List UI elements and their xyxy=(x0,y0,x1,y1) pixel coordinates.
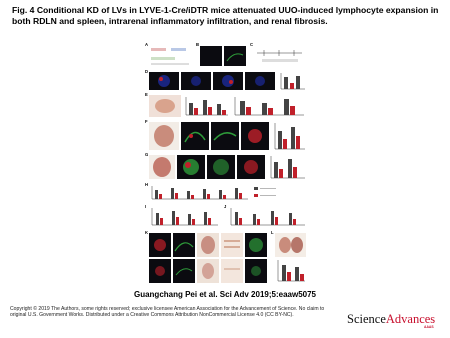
panel-k-image-10 xyxy=(245,259,267,283)
panel-label-a: A xyxy=(145,42,149,47)
panel-d-image-2 xyxy=(181,72,211,90)
panel-f-image-1 xyxy=(149,122,179,150)
panel-label-j: J xyxy=(224,204,227,209)
panel-h-bar-chart xyxy=(149,185,249,201)
panel-label-h: H xyxy=(145,182,149,187)
panel-g-image-1 xyxy=(149,155,175,179)
panel-k-image-6 xyxy=(149,259,171,283)
panel-f-image-3 xyxy=(211,122,239,150)
panel-label-l: L xyxy=(271,230,274,235)
panel-f-image-2 xyxy=(181,122,209,150)
panel-i-bar-chart xyxy=(149,207,219,227)
panel-b-image-2 xyxy=(224,46,246,66)
panel-k-image-3 xyxy=(197,233,219,257)
aaas-logo: AAAS xyxy=(424,325,434,329)
panel-label-e: E xyxy=(145,92,148,97)
panel-e-bar-chart xyxy=(183,95,229,117)
panel-k-image-8 xyxy=(197,259,219,283)
panel-g-image-2 xyxy=(177,155,205,179)
figure-multipanel xyxy=(144,42,308,286)
panel-l-image xyxy=(275,233,306,257)
panel-l-bar-chart xyxy=(275,259,306,283)
panel-g-bar-chart xyxy=(268,154,306,180)
panel-label-k: K xyxy=(145,230,149,235)
panel-label-b: B xyxy=(196,42,200,47)
panel-f-image-4 xyxy=(241,122,269,150)
panel-d-image-4 xyxy=(245,72,275,90)
panel-k-image-9 xyxy=(221,259,243,283)
panel-a-schematic xyxy=(149,45,193,67)
citation: Guangchang Pei et al. Sci Adv 2019;5:eaaw5075 xyxy=(133,290,316,299)
panel-g-image-4 xyxy=(237,155,265,179)
panel-g-image-3 xyxy=(207,155,235,179)
panel-k-image-7 xyxy=(173,259,195,283)
panel-label-i: I xyxy=(145,204,147,209)
logo-advances-text: Advances xyxy=(385,312,436,326)
panel-k-image-1 xyxy=(149,233,171,257)
copyright-notice: Copyright © 2019 The Authors, some rights reserved; exclusive licensee American Association for the Advancement of Science. No claim to original U.S. Government Works. Distributed under a Creative Commons Attribution NonCommercial License 4.0 (CC BY-NC). xyxy=(10,306,325,319)
science-advances-logo xyxy=(347,312,435,327)
panel-k-image-5 xyxy=(245,233,267,257)
panel-label-f: F xyxy=(145,119,148,124)
panel-k-image-2 xyxy=(173,233,195,257)
panel-k-image-4 xyxy=(221,233,243,257)
logo-science-text: Science xyxy=(347,312,386,326)
panel-d-image-1 xyxy=(149,72,179,90)
panel-c-timeline xyxy=(254,45,306,67)
panel-label-c: C xyxy=(250,42,254,47)
panel-d-bar-chart xyxy=(278,71,306,91)
panel-b-image-1 xyxy=(200,46,222,66)
panel-h-legend xyxy=(252,184,306,202)
panel-d-image-3 xyxy=(213,72,243,90)
panel-label-g: G xyxy=(145,152,149,157)
slide-title: Fig. 4 Conditional KD of LVs in LYVE-1-Cre/iDTR mice attenuated UUO-induced lymphocyte expansion in both RDLN and spleen, intrarenal inflammatory infiltration, and renal fibrosis. xyxy=(12,5,439,26)
panel-j-bar-chart xyxy=(228,207,306,227)
panel-e-bar-chart-2 xyxy=(232,95,306,117)
panel-f-bar-chart xyxy=(272,121,306,151)
panel-e-image-1 xyxy=(149,95,181,117)
panel-label-d: D xyxy=(145,69,149,74)
